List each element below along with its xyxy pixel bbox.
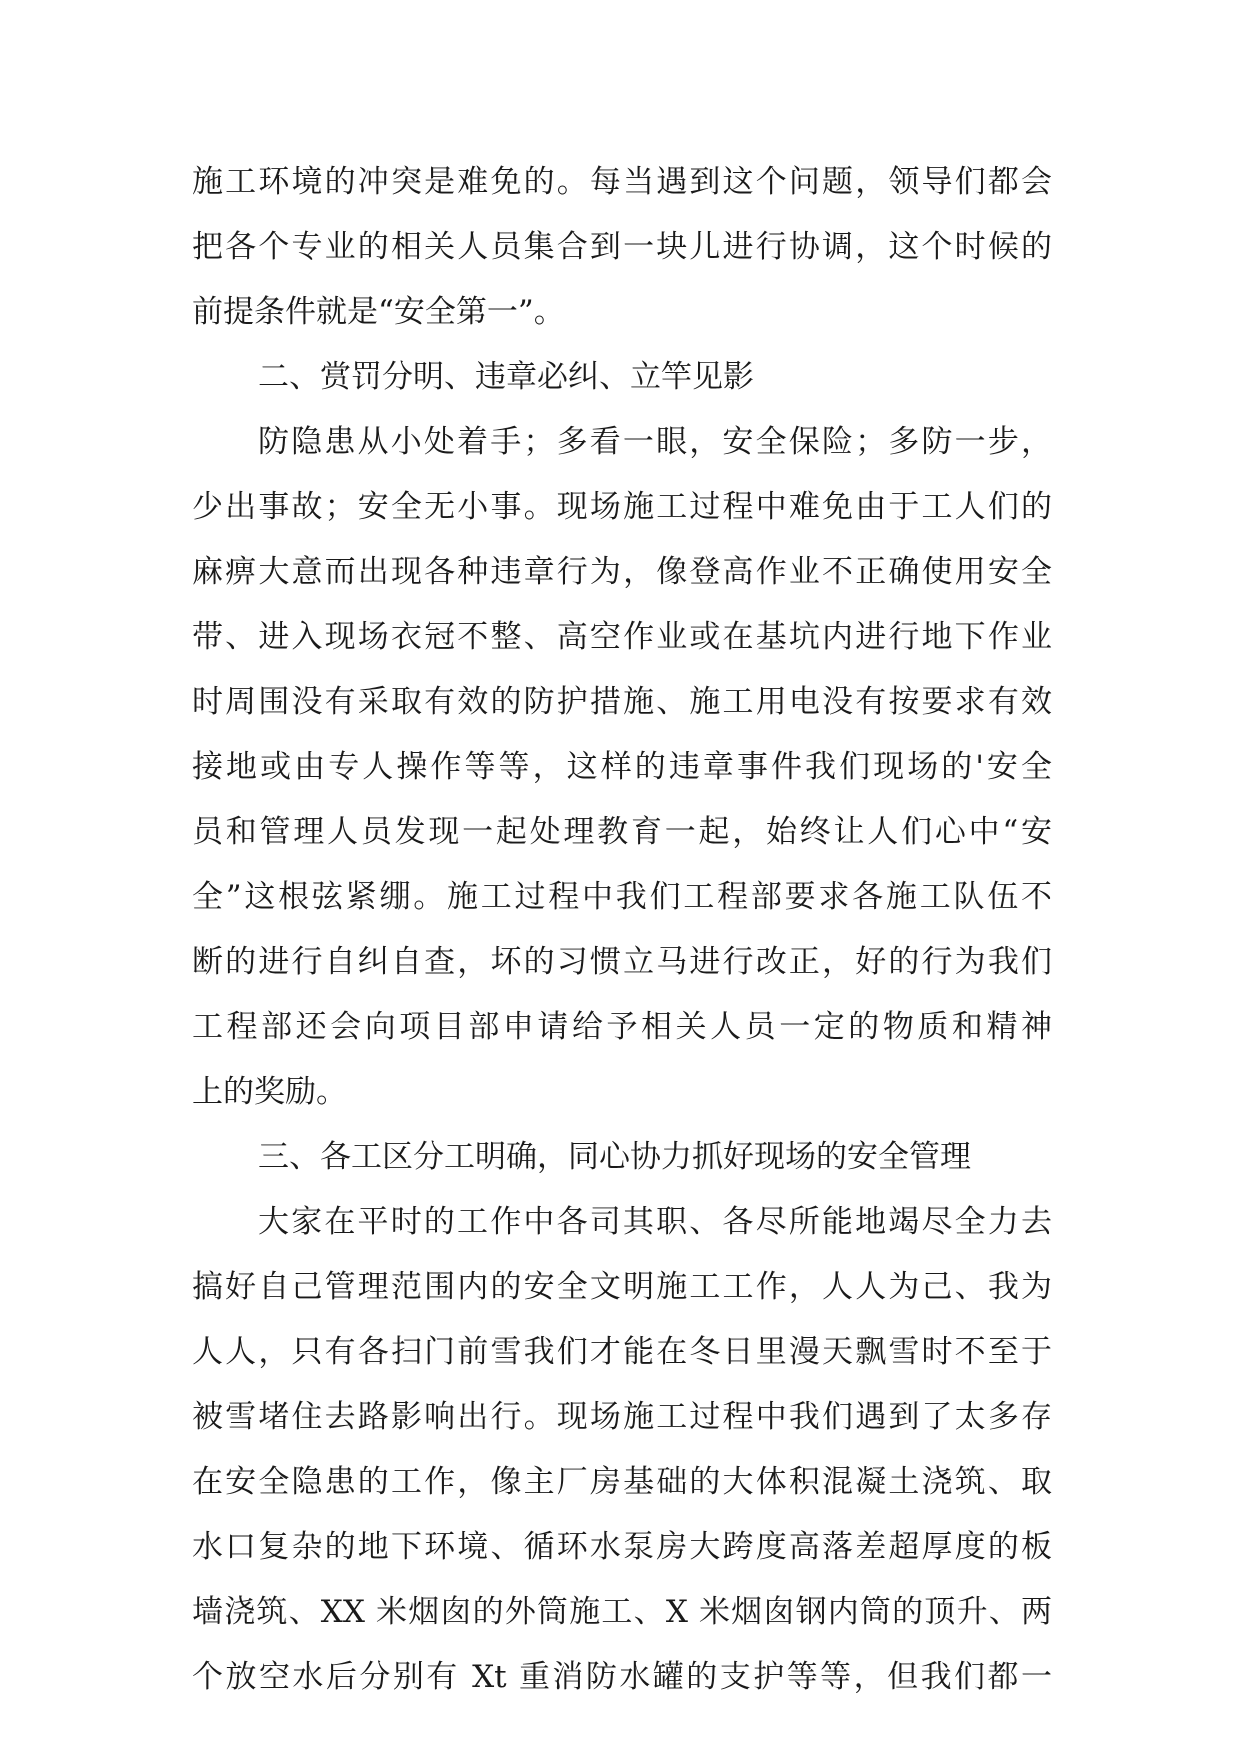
text-line: 接地或由专人操作等等，这样的违章事件我们现场的'安全 (192, 749, 1052, 785)
text-line: 少出事故；安全无小事。现场施工过程中难免由于工人们的 (192, 489, 1052, 525)
text-line: 麻痹大意而出现各种违章行为，像登高作业不正确使用安全 (192, 554, 1052, 590)
text-line: 员和管理人员发现一起处理教育一起，始终让人们心中“安 (192, 814, 1052, 850)
section-heading: 二、赏罚分明、违章必纠、立竿见影 (258, 359, 754, 395)
text-line: 在安全隐患的工作，像主厂房基础的大体积混凝土浇筑、取 (192, 1464, 1052, 1500)
text-line: 墙浇筑、XX 米烟囱的外筒施工、X 米烟囱钢内筒的顶升、两 (192, 1594, 1052, 1630)
text-line: 被雪堵住去路影响出行。现场施工过程中我们遇到了太多存 (192, 1399, 1052, 1435)
text-line: 断的进行自纠自查，坏的习惯立马进行改正，好的行为我们 (192, 944, 1052, 980)
text-line: 工程部还会向项目部申请给予相关人员一定的物质和精神 (192, 1009, 1052, 1045)
text-line: 防隐患从小处着手；多看一眼，安全保险；多防一步， (258, 424, 1052, 460)
text-line: 上的奖励。 (192, 1074, 347, 1110)
text-line: 前提条件就是“安全第一”。 (192, 294, 565, 330)
text-line: 水口复杂的地下环境、循环水泵房大跨度高落差超厚度的板 (192, 1529, 1052, 1565)
text-line: 施工环境的冲突是难免的。每当遇到这个问题，领导们都会 (192, 164, 1052, 200)
text-line: 把各个专业的相关人员集合到一块儿进行协调，这个时候的 (192, 229, 1052, 265)
text-line: 人人，只有各扫门前雪我们才能在冬日里漫天飘雪时不至于 (192, 1334, 1052, 1370)
text-line: 全”这根弦紧绷。施工过程中我们工程部要求各施工队伍不 (192, 879, 1052, 915)
text-line: 大家在平时的工作中各司其职、各尽所能地竭尽全力去 (258, 1204, 1052, 1240)
text-line: 带、进入现场衣冠不整、高空作业或在基坑内进行地下作业 (192, 619, 1052, 655)
text-line: 个放空水后分别有 Xt 重消防水罐的支护等等，但我们都一 (192, 1659, 1052, 1695)
document-body (192, 150, 1052, 1710)
text-line: 时周围没有采取有效的防护措施、施工用电没有按要求有效 (192, 684, 1052, 720)
text-line: 搞好自己管理范围内的安全文明施工工作，人人为己、我为 (192, 1269, 1052, 1305)
section-heading: 三、各工区分工明确，同心协力抓好现场的安全管理 (258, 1139, 971, 1175)
